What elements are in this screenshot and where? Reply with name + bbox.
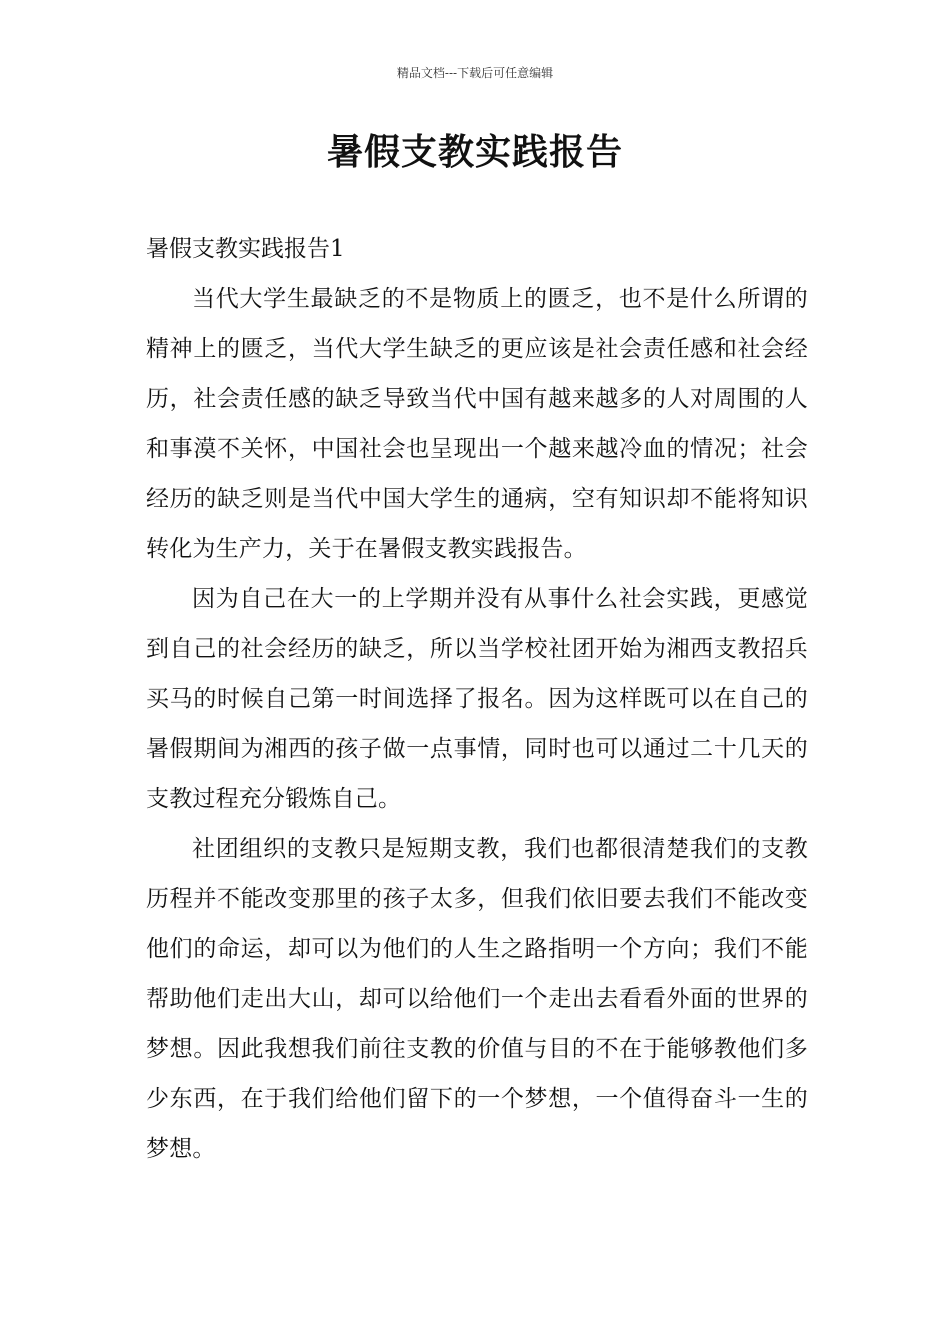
paragraph-3: 社团组织的支教只是短期支教，我们也都很清楚我们的支教历程并不能改变那里的孩子太多，但我们依旧要去我们不能改变他们的命运，却可以为他们的人生之路指明一个方向；我们不能帮助他们走出大山，却可以给他们一个走出去看看外面的世界的梦想。因此我想我们前往支教的价值与目的不在于能够教他们多少东西，在于我们给他们留下的一个梦想，一个值得奋斗一生的梦想。 [146,836,808,1162]
section-heading: 暑假支教实践报告1 [146,236,345,262]
paragraph-1: 当代大学生最缺乏的不是物质上的匮乏，也不是什么所谓的精神上的匮乏，当代大学生缺乏的更应该是社会责任感和社会经历，社会责任感的缺乏导致当代中国有越来越多的人对周围的人和事漠不关怀，中国社会也呈现出一个越来越冷血的情况；社会经历的缺乏则是当代中国大学生的通病，空有知识却不能将知识转化为生产力，关于在暑假支教实践报告。 [146,286,808,562]
document-body [146,224,808,1174]
header-note: 精品文档---下载后可任意编辑 [396,66,554,80]
paragraph-2: 因为自己在大一的上学期并没有从事什么社会实践，更感觉到自己的社会经历的缺乏，所以当学校社团开始为湘西支教招兵买马的时候自己第一时间选择了报名。因为这样既可以在自己的暑假期间为湘西的孩子做一点事情，同时也可以通过二十几天的支教过程充分锻炼自己。 [146,586,808,812]
document-title: 暑假支教实践报告 [326,132,623,173]
